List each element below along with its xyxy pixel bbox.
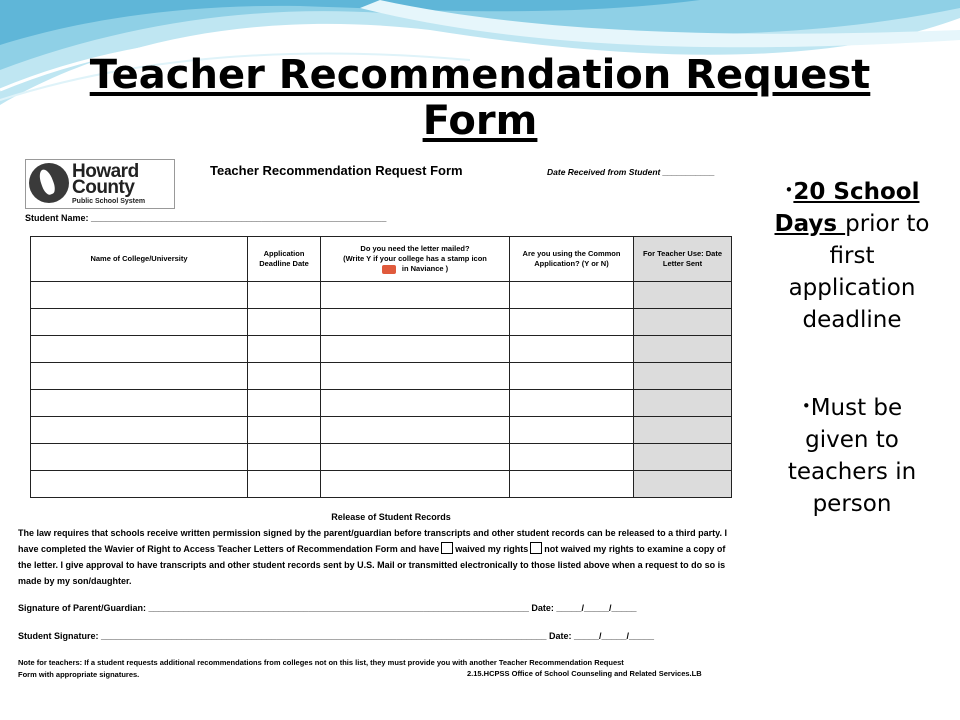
release-title: Release of Student Records [331, 512, 451, 522]
note-line2: Form with appropriate signatures. [18, 670, 140, 679]
table-cell [31, 336, 248, 363]
flame-logo-icon [29, 163, 69, 203]
release-body [18, 525, 728, 589]
table-cell [321, 282, 510, 309]
mailed-header-line2: (Write Y if your college has a stamp icon [343, 254, 487, 263]
table-cell [321, 336, 510, 363]
slide-title-line2: Form [422, 98, 538, 144]
column-header-common-app: Are you using the Common Application? (Y or N) [510, 237, 634, 282]
parent-signature-line: Signature of Parent/Guardian: ____________________________________________________________________________ Date: _____/_____/_____ [18, 603, 637, 613]
release-text-1: The law requires that schools receive written permission signed by the parent/guardian before transcripts and other student records can be released to a third party. I have completed the Wavier of Right to Access Teacher Letters of Recommendation Form and have [18, 528, 728, 554]
column-header-teacher-use: For Teacher Use: Date Letter Sent [634, 237, 732, 282]
table-cell [31, 363, 248, 390]
table-cell [321, 471, 510, 498]
table-cell [248, 363, 321, 390]
table-row [31, 336, 732, 363]
table-cell [31, 390, 248, 417]
table-cell [510, 417, 634, 444]
bullet-list [772, 174, 932, 574]
teacher-use-cell [634, 363, 732, 390]
mailed-header-line1: Do you need the letter mailed? [360, 244, 470, 253]
release-text-2: waived my rights [455, 544, 529, 554]
table-cell [248, 282, 321, 309]
release-text-3: not waived my rights to examine a copy of the letter. I give approval to have transcripts and other student records sent by U.S. Mail or transmitted electronically to those listed above when a request to do so is made by my son/daughter. [18, 544, 726, 586]
table-cell [321, 417, 510, 444]
teacher-use-cell [634, 309, 732, 336]
table-cell [31, 282, 248, 309]
teacher-use-cell [634, 417, 732, 444]
table-cell [248, 336, 321, 363]
form-reference: 2.15.HCPSS Office of School Counseling and Related Services.LB [467, 669, 702, 678]
table-cell [31, 309, 248, 336]
table-cell [510, 444, 634, 471]
student-name-field: Student Name: ___________________________________________________________ [25, 213, 387, 223]
bullet-deadline: •20 School Days prior to first application deadline [774, 179, 930, 333]
student-signature-line: Student Signature: _________________________________________________________________________________________ Date: _____/_____/_____ [18, 631, 655, 641]
waived-checkbox [441, 542, 453, 554]
table-cell [510, 282, 634, 309]
table-cell [321, 309, 510, 336]
slide-title-line1: Teacher Recommendation Request [89, 52, 871, 98]
form-heading: Teacher Recommendation Request Form [210, 163, 463, 178]
table-cell [321, 444, 510, 471]
table-cell [321, 363, 510, 390]
column-header-deadline: Application Deadline Date [248, 237, 321, 282]
slide-title [60, 52, 900, 144]
table-header-row [31, 237, 732, 282]
table-row [31, 309, 732, 336]
table-cell [248, 444, 321, 471]
table-row [31, 417, 732, 444]
table-cell [31, 471, 248, 498]
table-cell [510, 471, 634, 498]
stamp-icon [382, 265, 396, 274]
teacher-use-cell [634, 390, 732, 417]
table-row [31, 471, 732, 498]
logo-text-line1: Howard [72, 161, 139, 182]
teacher-use-cell [634, 336, 732, 363]
bullet-in-person: •Must be given to teachers in person [787, 395, 917, 517]
note-line1: Note for teachers: If a student requests additional recommendations from colleges not on this list, they must provide you with another Teacher Recommendation Request [18, 658, 624, 667]
table-row [31, 282, 732, 309]
bullet-deadline-bold: 20 School Days [774, 179, 920, 237]
table-cell [248, 309, 321, 336]
table-cell [31, 444, 248, 471]
table-cell [248, 471, 321, 498]
teacher-use-cell [634, 282, 732, 309]
table-cell [510, 336, 634, 363]
logo-subtitle: Public School System [72, 198, 146, 205]
table-cell [321, 390, 510, 417]
table-cell [248, 390, 321, 417]
column-header-mailed [321, 237, 510, 282]
table-cell [510, 390, 634, 417]
not-waived-checkbox [530, 542, 542, 554]
bullet-deadline-rest: prior to first application deadline [788, 211, 930, 333]
howard-county-logo [25, 159, 175, 209]
teacher-use-cell [634, 471, 732, 498]
table-cell [510, 363, 634, 390]
table-cell [31, 417, 248, 444]
date-received-field: Date Received from Student ___________ [547, 167, 715, 177]
bullet-in-person-text: Must be given to teachers in person [787, 395, 917, 517]
teacher-use-cell [634, 444, 732, 471]
mailed-header-line3: in Naviance ) [401, 264, 449, 273]
college-table [30, 236, 732, 498]
table-cell [510, 309, 634, 336]
recommendation-form-image [15, 155, 767, 685]
table-row [31, 363, 732, 390]
table-cell [248, 417, 321, 444]
logo-text-line2: County [72, 177, 135, 198]
column-header-college: Name of College/University [31, 237, 248, 282]
table-row [31, 444, 732, 471]
table-row [31, 390, 732, 417]
